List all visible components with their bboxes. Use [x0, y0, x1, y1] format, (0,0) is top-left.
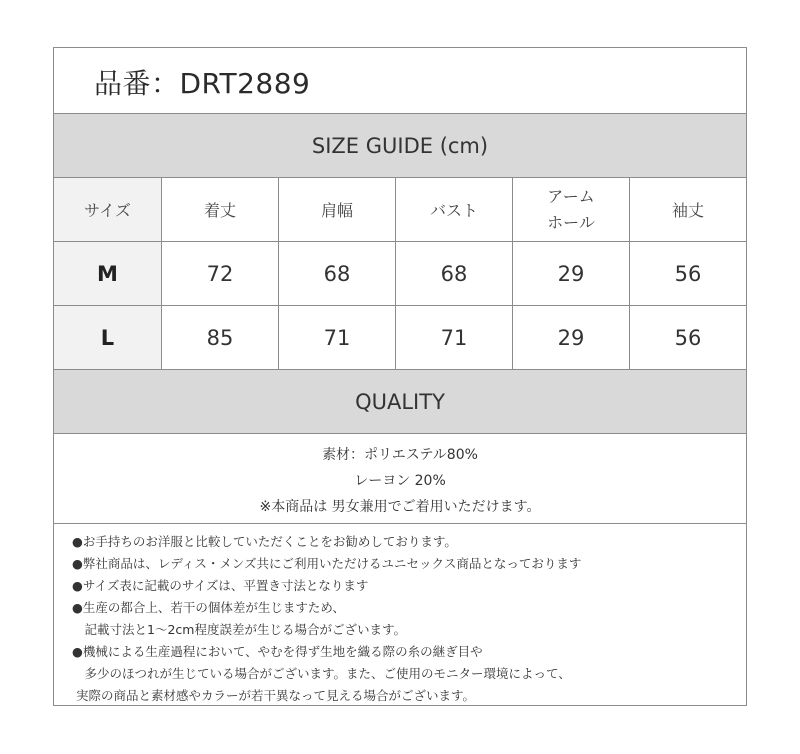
table-header-row	[54, 178, 746, 242]
size-chart-sheet	[53, 47, 747, 706]
note-line: ●サイズ表に記載のサイズは、平置き寸法となります	[72, 578, 369, 593]
header-armhole-line1: アーム	[547, 186, 595, 206]
table-row	[54, 306, 746, 370]
note-line: ●弊社商品は、レディス・メンズ共にご利用いただけるユニセックス商品となっております	[72, 556, 582, 571]
size-guide-header	[54, 114, 746, 178]
header-length: 着丈	[162, 178, 279, 242]
size-guide-title: SIZE GUIDE (cm)	[311, 133, 489, 158]
quality-title: QUALITY	[355, 389, 445, 414]
note-line: 実際の商品と素材感やカラーが若干異なって見える場合がございます。	[76, 688, 476, 703]
value-length: 85	[162, 306, 279, 370]
note-line: 記載寸法と1～2cm程度誤差が生じる場合がございます。	[72, 622, 406, 637]
value-armhole: 29	[513, 306, 630, 370]
value-sleeve: 56	[630, 306, 746, 370]
note-line: ●機械による生産過程において、やむを得ず生地を織る際の糸の継ぎ目や	[72, 644, 483, 659]
product-number: 品番：DRT2889	[94, 67, 311, 100]
note-line: ●生産の都合上、若干の個体差が生じますため、	[72, 600, 345, 615]
value-armhole: 29	[513, 242, 630, 306]
header-size: サイズ	[54, 178, 162, 242]
value-shoulder: 68	[279, 242, 396, 306]
value-bust: 68	[396, 242, 513, 306]
note-line: 多少のほつれが生じている場合がございます。また、ご使用のモニター環境によって、	[72, 666, 571, 681]
value-bust: 71	[396, 306, 513, 370]
header-sleeve: 袖丈	[630, 178, 746, 242]
quality-header	[54, 370, 746, 434]
unisex-note: ※本商品は 男女兼用でご着用いただけます。	[259, 499, 541, 515]
quality-details	[54, 434, 746, 524]
size-label: L	[54, 306, 162, 370]
table-row	[54, 242, 746, 306]
header-shoulder: 肩幅	[279, 178, 396, 242]
value-length: 72	[162, 242, 279, 306]
size-table	[54, 178, 746, 370]
note-line: ●お手持ちのお洋服と比較していただくことをお勧めしております。	[72, 534, 457, 549]
header-armhole	[513, 178, 630, 242]
value-shoulder: 71	[279, 306, 396, 370]
notes-section	[54, 524, 746, 705]
material-line: 素材：ポリエステル80%	[322, 447, 478, 463]
header-bust: バスト	[396, 178, 513, 242]
size-label: M	[54, 242, 162, 306]
header-armhole-line2: ホール	[547, 212, 595, 232]
material-line: レーヨン 20%	[354, 473, 446, 489]
product-number-row	[54, 48, 746, 114]
value-sleeve: 56	[630, 242, 746, 306]
